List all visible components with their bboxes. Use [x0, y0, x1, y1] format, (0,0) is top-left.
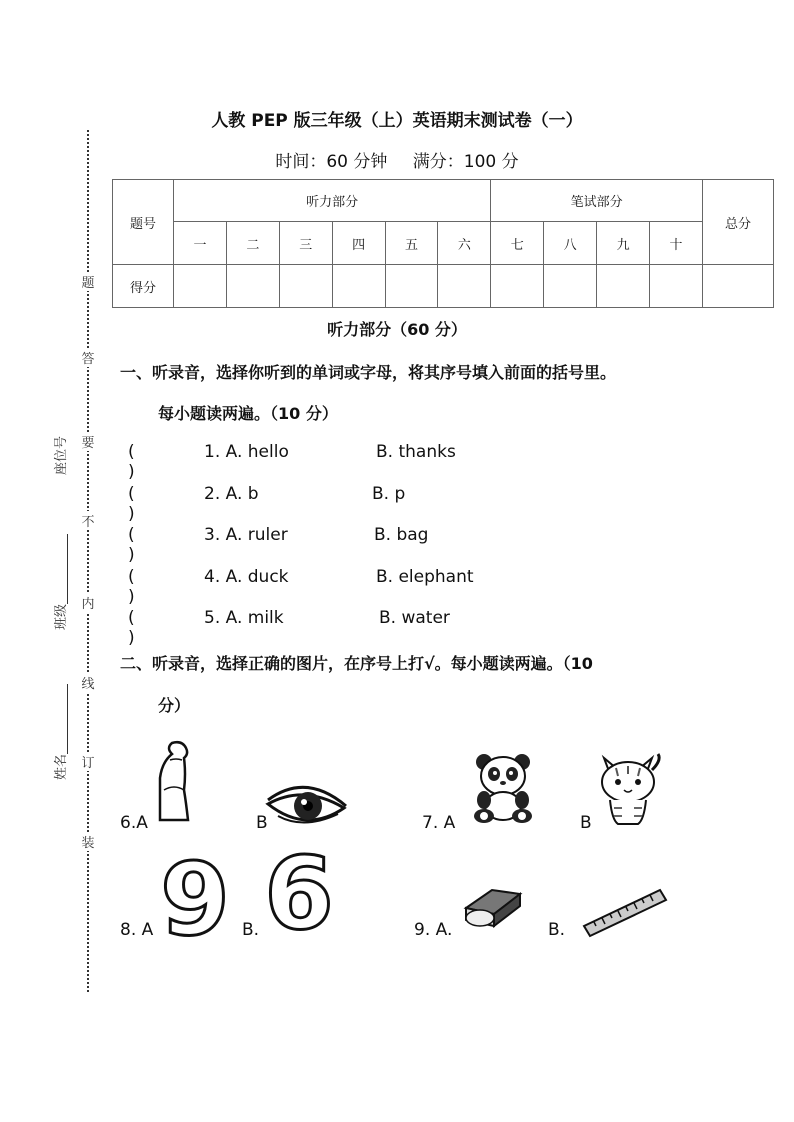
nine-icon — [160, 858, 230, 940]
panda-icon — [470, 752, 536, 824]
score-cell[interactable] — [332, 265, 385, 308]
margin-char: 题 — [80, 272, 96, 291]
question-number: 三 — [279, 222, 332, 265]
score-label: 得分 — [113, 265, 174, 308]
listening-section-title: 听力部分（60 分） — [327, 320, 467, 339]
score-cell[interactable] — [650, 265, 703, 308]
section2-heading-cont: 分） — [158, 696, 191, 715]
section1-heading: 一、听录音，选择你听到的单词或字母，将其序号填入前面的括号里。 — [120, 363, 617, 382]
class-field[interactable]: 班级 — [50, 534, 69, 630]
option-b: B. thanks — [376, 442, 456, 462]
listening-header: 听力部分 — [174, 180, 491, 222]
margin-char: 答 — [80, 348, 96, 367]
option-a: 5. A. milk — [204, 608, 284, 628]
score-table — [112, 179, 774, 308]
arm-icon — [156, 740, 192, 822]
section2-heading: 二、听录音，选择正确的图片，在序号上打√。每小题读两遍。（10 — [120, 654, 593, 673]
answer-bracket[interactable]: ( ) — [128, 442, 135, 482]
margin-char: 要 — [80, 432, 96, 451]
score-cell[interactable] — [544, 265, 597, 308]
score-cell[interactable] — [226, 265, 279, 308]
full-score: 满分：100 分 — [412, 152, 519, 172]
score-cell[interactable] — [597, 265, 650, 308]
seat-number-field[interactable]: 座位号 — [54, 435, 69, 475]
option-label[interactable]: B. — [548, 920, 566, 940]
option-label[interactable]: 8. A — [120, 920, 154, 940]
option-label[interactable]: B — [256, 813, 268, 833]
option-b: B. bag — [374, 525, 429, 545]
section1-heading-cont: 每小题读两遍。（10 分） — [158, 404, 338, 423]
option-b: B. elephant — [376, 567, 474, 587]
eye-icon — [264, 778, 348, 832]
option-label[interactable]: 7. A — [422, 813, 456, 833]
six-icon — [264, 852, 334, 934]
row-label: 题号 — [113, 180, 174, 265]
margin-char: 装 — [80, 832, 96, 851]
question-number: 九 — [597, 222, 650, 265]
answer-bracket[interactable]: ( ) — [128, 525, 135, 565]
total-score-cell[interactable] — [703, 265, 774, 308]
score-cell[interactable] — [491, 265, 544, 308]
cat-icon — [596, 750, 664, 828]
question-number: 八 — [544, 222, 597, 265]
margin-char: 线 — [80, 673, 96, 692]
question-number: 五 — [385, 222, 438, 265]
svg-text:9: 9 — [160, 858, 230, 940]
eraser-icon — [462, 880, 524, 930]
score-cell[interactable] — [438, 265, 491, 308]
time-limit: 时间：60 分钟 — [275, 152, 388, 172]
writing-header: 笔试部分 — [491, 180, 703, 222]
total-header: 总分 — [703, 180, 774, 265]
question-number: 二 — [226, 222, 279, 265]
option-b: B. p — [372, 484, 406, 504]
option-label[interactable]: B. — [242, 920, 260, 940]
binding-line — [87, 130, 89, 992]
ruler-icon — [580, 886, 668, 938]
answer-bracket[interactable]: ( ) — [128, 567, 135, 607]
option-a: 2. A. b — [204, 484, 259, 504]
option-label[interactable]: 6.A — [120, 813, 148, 833]
option-a: 1. A. hello — [204, 442, 289, 462]
answer-bracket[interactable]: ( ) — [128, 608, 135, 648]
answer-bracket[interactable]: ( ) — [128, 484, 135, 524]
question-number: 七 — [491, 222, 544, 265]
score-cell[interactable] — [385, 265, 438, 308]
score-cell[interactable] — [279, 265, 332, 308]
page-title: 人教 PEP 版三年级（上）英语期末测试卷（一） — [211, 111, 583, 131]
option-label[interactable]: B — [580, 813, 592, 833]
question-number: 六 — [438, 222, 491, 265]
margin-char: 内 — [80, 593, 96, 612]
name-field[interactable]: 姓名 — [50, 684, 69, 780]
option-a: 4. A. duck — [204, 567, 289, 587]
option-b: B. water — [379, 608, 450, 628]
margin-char: 订 — [80, 752, 96, 771]
margin-char: 不 — [80, 511, 96, 530]
option-a: 3. A. ruler — [204, 525, 288, 545]
question-number: 一 — [174, 222, 227, 265]
exam-info — [0, 147, 794, 172]
question-number: 十 — [650, 222, 703, 265]
question-number: 四 — [332, 222, 385, 265]
svg-text:6: 6 — [264, 852, 334, 934]
score-cell[interactable] — [174, 265, 227, 308]
option-label[interactable]: 9. A. — [414, 920, 453, 940]
